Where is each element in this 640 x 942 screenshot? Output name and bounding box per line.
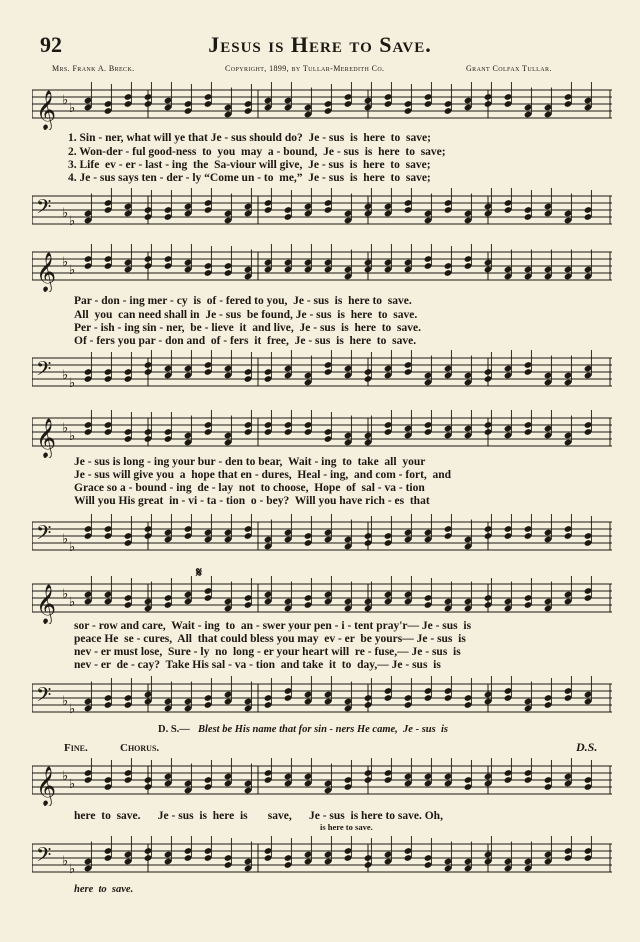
lyric-s3-v2: Je - sus will give you a hope that en - dures, Heal - ing, and com - fort, and — [74, 469, 452, 481]
lyric-s2-v1: Par - don - ing mer - cy is of - fered to you, Je - sus is here to save. — [74, 295, 412, 307]
lyric-s2-v4: Of - fers you par - don and of - fers it free, Je - sus is here to save. — [74, 335, 417, 347]
lyric-s1-v1: 1. Sin - ner, what will ye that Je - sus should do? Je - sus is here to save; — [68, 132, 431, 144]
flat-icon: ♭ — [69, 262, 76, 277]
lyric-s4-v3: nev - er must lose, Sure - ly no long - er your heart will re - fuse,— Je - sus is — [74, 646, 461, 658]
lyric-s1-v3: 3. Life ev - er - last - ing the Sa-viour will give, Je - sus is here to save; — [68, 159, 431, 171]
flat-icon: ♭ — [69, 375, 76, 390]
flat-icon: ♭ — [69, 701, 76, 716]
segno-sign: 𝄋 — [196, 566, 203, 581]
lyric-s3-v4: Will you His great in - vi - ta - tion o - bey? Will you have rich - es that — [74, 495, 430, 507]
lyric-s4-v1: sor - row and care, Wait - ing to an - swer your pen - i - tent pray'r— Je - sus is — [74, 620, 472, 632]
ds-label: D. S.— — [158, 724, 190, 735]
lyric-s2-v2: All you can need shall in Je - sus be found, Je - sus is here to save. — [74, 309, 418, 321]
flat-icon: ♭ — [69, 428, 76, 443]
lyric-s1-v2: 2. Won-der - ful good-ness to you may a - bound, Je - sus is here to save; — [68, 146, 446, 158]
bass-clef-icon: 𝄢 — [36, 683, 52, 711]
flat-icon: ♭ — [62, 367, 69, 382]
flat-icon: ♭ — [62, 420, 69, 435]
treble-clef-icon: 𝄞 — [36, 252, 57, 292]
staff-system-5-bass — [32, 836, 612, 884]
staff-system-1-treble — [32, 82, 612, 130]
staff-system-4-treble — [32, 576, 612, 624]
flat-icon: ♭ — [62, 768, 69, 783]
flat-icon: ♭ — [62, 92, 69, 107]
flat-icon: ♭ — [62, 254, 69, 269]
fine-marker: Fine. — [64, 742, 88, 754]
flat-icon: ♭ — [62, 853, 69, 868]
staff-system-2-treble — [32, 244, 612, 292]
treble-clef-icon: 𝄞 — [36, 766, 57, 806]
flat-icon: ♭ — [69, 776, 76, 791]
flat-icon: ♭ — [69, 594, 76, 609]
bass-clef-icon: 𝄢 — [36, 843, 52, 871]
flat-icon: ♭ — [69, 861, 76, 876]
lyric-s1-v4: 4. Je - sus says ten - der - ly “Come un - to me,” Je - sus is here to save; — [68, 172, 431, 184]
treble-clef-icon: 𝄞 — [36, 90, 57, 130]
bass-clef-icon: 𝄢 — [36, 195, 52, 223]
staff-system-3-treble — [32, 410, 612, 458]
flat-icon: ♭ — [62, 693, 69, 708]
staff-system-3-bass — [32, 514, 612, 562]
flat-icon: ♭ — [62, 205, 69, 220]
treble-clef-icon: 𝄞 — [36, 418, 57, 458]
author-credit: Mrs. Frank A. Breck. — [52, 64, 135, 73]
flat-icon: ♭ — [69, 213, 76, 228]
flat-icon: ♭ — [69, 539, 76, 554]
staff-system-2-bass — [32, 350, 612, 398]
bass-clef-icon: 𝄢 — [36, 357, 52, 385]
lyric-s4-v4: nev - er de - cay? Take His sal - va - tion and take it to day,— Je - sus is — [74, 659, 441, 671]
flat-icon: ♭ — [69, 100, 76, 115]
lyric-s5-echo: is here to save. — [320, 822, 373, 832]
page-number: 92 — [40, 32, 62, 57]
ds-marker: D.S. — [576, 740, 598, 754]
song-title: Jesus is Here to Save. — [208, 32, 432, 57]
bass-clef-icon: 𝄢 — [36, 521, 52, 549]
flat-icon: ♭ — [62, 586, 69, 601]
flat-icon: ♭ — [62, 531, 69, 546]
composer-credit: Grant Colfax Tullar. — [466, 64, 552, 73]
ds-lyric: Blest be His name that for sin - ners He came, Je - sus is — [198, 724, 448, 735]
staff-system-4-bass — [32, 676, 612, 724]
lyric-s5-bass-echo: here to save. — [74, 884, 134, 895]
lyric-s3-v1: Je - sus is long - ing your bur - den to bear, Wait - ing to take all your — [74, 456, 426, 468]
copyright-notice: Copyright, 1899, by Tullar-Meredith Co. — [225, 64, 385, 73]
chorus-marker: Chorus. — [120, 742, 160, 754]
treble-clef-icon: 𝄞 — [36, 584, 57, 624]
lyric-s3-v3: Grace so a - bound - ing de - lay not to choose, Hope of sal - va - tion — [74, 482, 425, 494]
staff-system-5-treble — [32, 758, 612, 806]
staff-system-1-bass — [32, 188, 612, 236]
lyric-s2-v3: Per - ish - ing sin - ner, be - lieve it and live, Je - sus is here to save. — [74, 322, 422, 334]
lyric-s5-chorus: here to save. Je - sus is here is save, Je - sus is here to save. Oh, — [74, 810, 443, 822]
lyric-s4-v2: peace He se - cures, All that could bless you may ev - er be yours— Je - sus is — [74, 633, 466, 645]
